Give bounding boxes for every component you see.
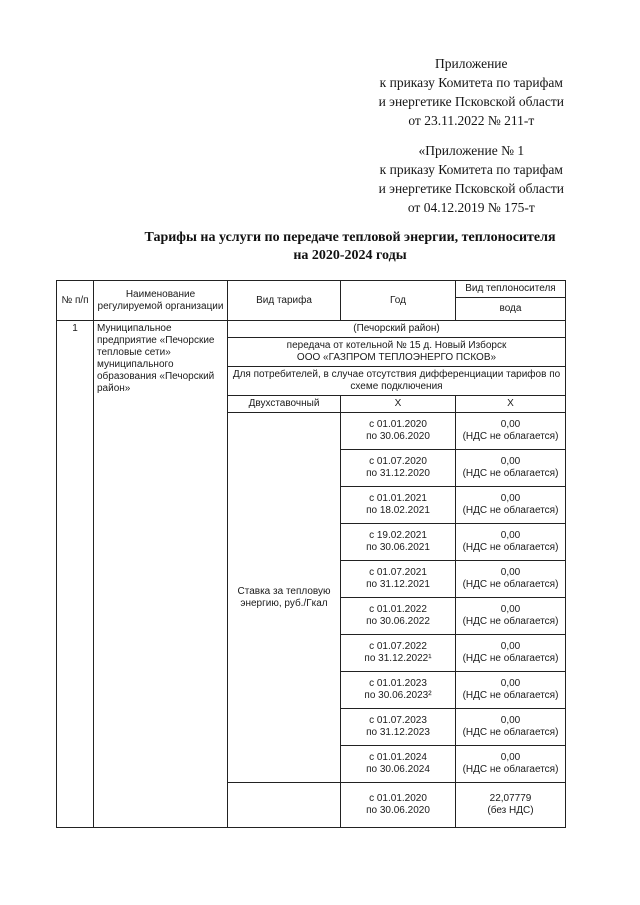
- period-cell: [341, 450, 456, 487]
- x-mark-year: Х: [341, 396, 456, 413]
- consumers-label: Для потребителей, в случае отсутствия дифференциации тарифов по схеме подключения: [228, 367, 566, 396]
- value-cell: [456, 413, 566, 450]
- period-cell: [341, 561, 456, 598]
- source-label: передача от котельной № 15 д. Новый Изборск: [286, 340, 507, 351]
- period-from: с 01.01.2022: [369, 604, 427, 615]
- tariff-value: 0,00: [500, 678, 521, 689]
- period-to: по 30.06.2020: [366, 431, 430, 442]
- header-org: Наименование регулируемой организации: [94, 281, 228, 321]
- header-num: № п/п: [57, 281, 94, 321]
- district-row: [57, 321, 566, 338]
- period-to: по 31.12.2023: [366, 727, 430, 738]
- period-from: с 01.01.2023: [369, 678, 427, 689]
- period-cell: [341, 709, 456, 746]
- company-label: ООО «ГАЗПРОМ ТЕПЛОЭНЕРГО ПСКОВ»: [296, 352, 497, 363]
- value-cell: [456, 450, 566, 487]
- period-from: с 01.07.2020: [369, 456, 427, 467]
- tariff-value: 0,00: [500, 715, 521, 726]
- vat-note: (без НДС): [487, 805, 534, 816]
- header-year: Год: [341, 281, 456, 321]
- period-to: по 30.06.2024: [366, 764, 430, 775]
- tariff-value: 0,00: [500, 752, 521, 763]
- vat-note: (НДС не облагается): [462, 542, 559, 553]
- approval-block-1: [379, 54, 564, 130]
- approval-1-line: к приказу Комитета по тарифам: [379, 75, 563, 90]
- period-cell: [341, 413, 456, 450]
- source-cell: [228, 338, 566, 367]
- approval-1-line: Приложение: [435, 56, 508, 71]
- vat-note: (НДС не облагается): [462, 505, 559, 516]
- approval-2-line: и энергетике Псковской области: [378, 181, 564, 196]
- tariff-value: 0,00: [500, 419, 521, 430]
- x-mark-value: Х: [456, 396, 566, 413]
- period-cell: [341, 672, 456, 709]
- header-carrier-type: Вид теплоносителя: [456, 281, 566, 298]
- tariff-table: [56, 280, 566, 828]
- vat-note: (НДС не облагается): [462, 653, 559, 664]
- tariff-value: 0,00: [500, 567, 521, 578]
- tariff-value: 0,00: [500, 530, 521, 541]
- row-number: 1: [57, 321, 94, 828]
- value-cell: [456, 635, 566, 672]
- period-to: по 30.06.2023²: [364, 690, 432, 701]
- value-cell: [456, 487, 566, 524]
- value-cell: [456, 524, 566, 561]
- period-from: с 01.01.2024: [369, 752, 427, 763]
- value-cell: [456, 672, 566, 709]
- period-cell: [341, 524, 456, 561]
- vat-note: (НДС не облагается): [462, 764, 559, 775]
- approval-2-line: к приказу Комитета по тарифам: [379, 162, 563, 177]
- period-from: с 01.01.2020: [369, 793, 427, 804]
- tariff-value: 0,00: [500, 641, 521, 652]
- title-line-2: на 2020-2024 годы: [293, 248, 407, 263]
- value-cell: [456, 746, 566, 783]
- value-cell: [456, 783, 566, 828]
- period-from: с 19.02.2021: [369, 530, 427, 541]
- period-to: по 30.06.2020: [366, 805, 430, 816]
- vat-note: (НДС не облагается): [462, 579, 559, 590]
- value-cell: [456, 709, 566, 746]
- two-part-label: Двухставочный: [228, 396, 341, 413]
- period-from: с 01.07.2021: [369, 567, 427, 578]
- period-to: по 31.12.2020: [366, 468, 430, 479]
- period-cell: [341, 783, 456, 828]
- period-cell: [341, 746, 456, 783]
- period-to: по 30.06.2022: [366, 616, 430, 627]
- period-cell: [341, 635, 456, 672]
- tariff-value: 0,00: [500, 604, 521, 615]
- tariff-value: 22,07779: [489, 793, 532, 804]
- empty-tariff-cell: [228, 783, 341, 828]
- value-cell: [456, 598, 566, 635]
- approval-block-2: [379, 141, 564, 217]
- header-tariff-type: Вид тарифа: [228, 281, 341, 321]
- tariff-value: 0,00: [500, 456, 521, 467]
- vat-note: (НДС не облагается): [462, 690, 559, 701]
- period-to: по 31.12.2022¹: [364, 653, 432, 664]
- rate-label: Ставка за тепловую энергию, руб./Гкал: [228, 413, 341, 783]
- value-cell: [456, 561, 566, 598]
- document-title: [70, 229, 630, 265]
- header-row: [57, 281, 566, 298]
- tariff-value: 0,00: [500, 493, 521, 504]
- organization-name: Муниципальное предприятие «Печорские тепловые сети» муниципального образования «Печорский район»: [94, 321, 228, 828]
- approval-1-line: и энергетике Псковской области: [378, 94, 564, 109]
- period-cell: [341, 598, 456, 635]
- period-from: с 01.01.2020: [369, 419, 427, 430]
- period-to: по 18.02.2021: [366, 505, 430, 516]
- period-to: по 31.12.2021: [366, 579, 430, 590]
- period-from: с 01.07.2023: [369, 715, 427, 726]
- period-cell: [341, 487, 456, 524]
- title-line-1: Тарифы на услуги по передаче тепловой энергии, теплоносителя: [144, 230, 556, 245]
- vat-note: (НДС не облагается): [462, 431, 559, 442]
- district-label: (Печорский район): [228, 321, 566, 338]
- vat-note: (НДС не облагается): [462, 616, 559, 627]
- vat-note: (НДС не облагается): [462, 727, 559, 738]
- approval-2-line: от 04.12.2019 № 175-т: [407, 200, 535, 215]
- vat-note: (НДС не облагается): [462, 468, 559, 479]
- period-from: с 01.07.2022: [369, 641, 427, 652]
- header-water: вода: [456, 298, 566, 321]
- period-from: с 01.01.2021: [369, 493, 427, 504]
- approval-2-line: «Приложение № 1: [418, 143, 525, 158]
- approval-1-line: от 23.11.2022 № 211-т: [408, 113, 535, 128]
- period-to: по 30.06.2021: [366, 542, 430, 553]
